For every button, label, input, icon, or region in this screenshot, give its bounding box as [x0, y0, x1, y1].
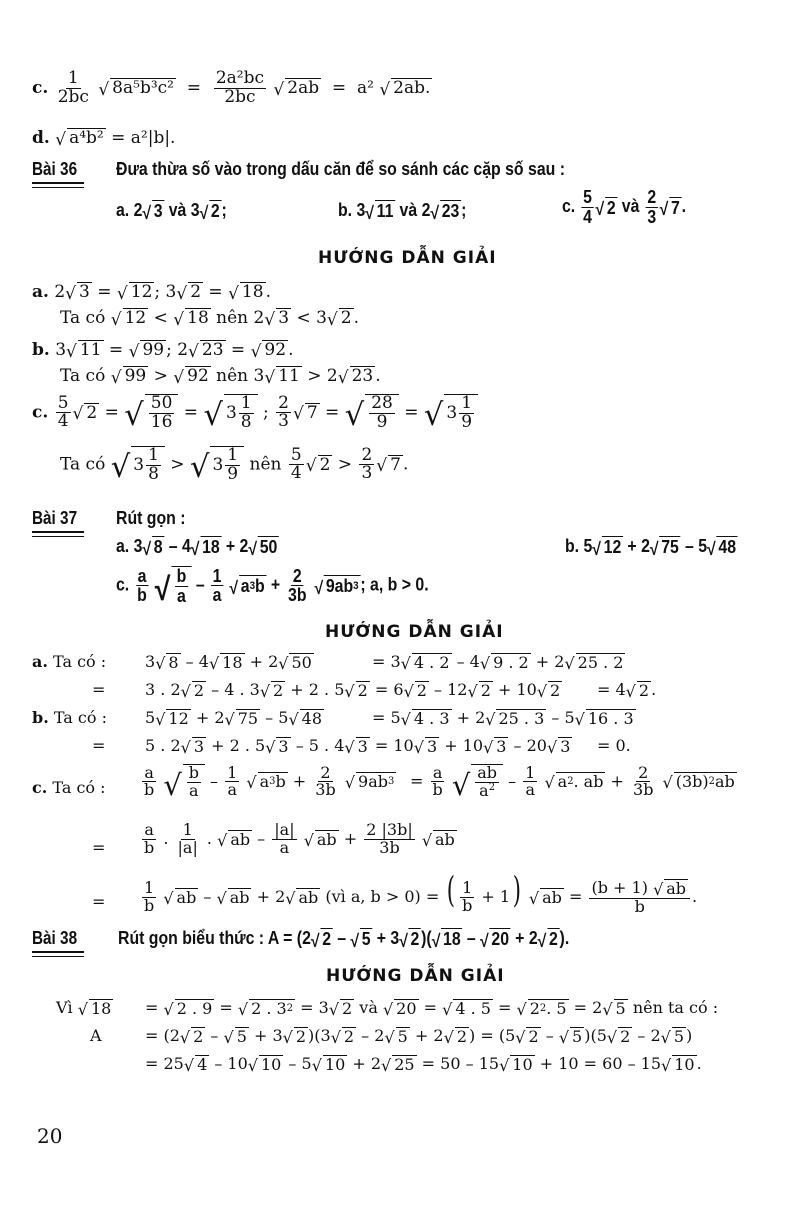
exercise-38-prompt: Rút gọn biểu thức : A = (2 √ 2 – √ 5 + 3 √ 2 )( √ 18 – √ 20 + 2 √ 2 ).: [118, 928, 570, 952]
part-label: b.: [338, 200, 353, 220]
top-item-c: c. $\frac{1}{2bc}$ √ 8a⁵b³c² = $\frac{\text{2a²bc}}{2bc}$ √ 2ab = a² √ 2ab.: [32, 68, 431, 107]
fraction: $\frac{\text{2a²bc}}{2bc}$: [215, 68, 265, 107]
badge-underline: [32, 531, 84, 537]
exercise-37-prompt: Rút gọn :: [116, 508, 186, 528]
solution-heading-38: HƯỚNG DẪN GIẢI: [326, 966, 505, 986]
exercise-37-part-a: a. 3 √ 8 – 4 √ 18 + 2 √ 50: [116, 536, 278, 560]
solution-37-line-c1-expr: $\frac{a}{b}$ √ $\frac{b}{a}$ – $\frac{1}{a}$ √ a 3 b + $\frac{2}{3b}$ √ 9ab 3: [144, 762, 395, 802]
solution-37-line-c1: c. Ta có :: [32, 778, 106, 797]
solution-37-line-a2: =: [92, 680, 106, 699]
solution-36-line-a2: Ta có √ 12 < √ 18 nên 2 √ 3 < 3 √ 2 .: [60, 308, 359, 330]
coef: a²: [356, 77, 374, 98]
sqrt: √ 2ab.: [379, 78, 431, 100]
badge-underline: [32, 951, 84, 957]
solution-37-line-b1-expr: 5 √ 12 + 2 √ 75 – 5 √ 48: [145, 708, 322, 730]
badge-underline: [32, 182, 84, 188]
solution-38-line-1: = √ 2 . 9 = √ 2 . 3 2 = 3 √ 2 và √ 20 = √ 4 . 5 = √ 2 2 . 5 = 2 √ 5 nên ta có :: [145, 998, 719, 1020]
solution-37-line-b2-expr: 5 . 2 √ 3 + 2 . 5 √ 3 – 5 . 4 √ 3 = 10 √ 3 + 10 √ 3 – 20 √ 3: [145, 736, 571, 758]
exercise-37-part-c: c. $\frac{a}{b}$ √ $\frac{b}{a}$ – $\frac{1}{a}$ √ a 3 b + $\frac{2}{3b}$ √ 9ab 3 ; a, b > 0.: [116, 565, 429, 608]
solution-36-line-b1: b. 3 √ 11 = √ 99 ; 2 √ 23 = √ 92 .: [32, 340, 294, 362]
solution-37-line-b2-result: = 0.: [597, 736, 631, 755]
solution-38-line-1-lhs: Vì √ 18: [56, 998, 112, 1020]
solution-36-line-c2: Ta có √ 3 $\frac{1}{8}$ > √ 3 $\frac{1}{9}$ nên $\frac{5}{4}$ √ 2 > $\frac{2}{3}$ √ 7 .: [60, 444, 409, 486]
solution-37-line-b2: =: [92, 736, 106, 755]
exercise-badge-36: Bài 36: [32, 159, 78, 179]
fraction: $\frac{1}{2bc}$: [57, 68, 89, 107]
solution-37-line-c3: =: [92, 892, 106, 911]
solution-37-line-a2-result: = 4 √ 2 .: [597, 680, 657, 702]
solution-37-line-c3-expr: $\frac{1}{b}$ √ ab – √ ab + 2 √ ab (vì a, b > 0) = ( $\frac{1}{b}$ + 1) √ ab = (b + 1) √ ab b .: [144, 870, 698, 917]
solution-heading-36: HƯỚNG DẪN GIẢI: [318, 248, 497, 268]
solution-37-line-a1: a. Ta có :: [32, 652, 107, 671]
solution-36-line-b2: Ta có √ 99 > √ 92 nên 3 √ 11 > 2 √ 23 .: [60, 366, 381, 388]
result: = a²|b|.: [111, 128, 176, 148]
exercise-37-part-b: b. 5 √ 12 + 2 √ 75 – 5 √ 48: [565, 536, 737, 560]
sqrt: √ a⁴b²: [55, 128, 104, 150]
solution-38-line-3: = 25 √ 4 – 10 √ 10 – 5 √ 10 + 2 √ 25 = 50 – 15 √ 10 + 10 = 60 – 15 √ 10 .: [145, 1054, 702, 1076]
solution-37-line-c2: =: [92, 838, 106, 857]
sqrt: √ 2ab: [273, 78, 320, 100]
sqrt: √ 8a⁵b³c²: [98, 78, 174, 100]
exercise-36-part-a: a. 2 √ 3 và 3 √ 2 ;: [116, 200, 227, 224]
solution-36-line-c1: c. $\frac{5}{4}$ √ 2 = √ $\frac{50}{16}$ = √ 3 $\frac{1}{8}$ ; $\frac{2}{3}$ √ 7 = √ $\frac{28}{9}$ = √ 3 $\frac{1}{9}$: [32, 394, 478, 432]
part-label: a.: [116, 200, 130, 220]
solution-37-line-a2-expr: 3 . 2 √ 2 – 4 . 3 √ 2 + 2 . 5 √ 2 = 6 √ 2 – 12 √ 2 + 10 √ 2: [145, 680, 561, 702]
solution-heading-37: HƯỚNG DẪN GIẢI: [325, 622, 504, 642]
exercise-36-part-b: b. 3 √ 11 và 2 √ 23 ;: [338, 200, 467, 224]
exercise-36-part-c: c. $\frac{5}{4}$ √ 2 và $\frac{2}{3}$ √ 7 .: [562, 187, 687, 227]
solution-36-line-a1: a. 2 √ 3 = √ 12 ; 3 √ 2 = √ 18 .: [32, 282, 271, 304]
part-label: c.: [562, 196, 576, 217]
exercise-badge-38: Bài 38: [32, 928, 78, 948]
solution-37-line-a1-rhs: = 3 √ 4 . 2 – 4 √ 9 . 2 + 2 √ 25 . 2: [372, 652, 624, 674]
top-item-d: [32, 128, 175, 149]
page-number: 20: [37, 1124, 63, 1148]
exercise-badge-37: Bài 37: [32, 508, 78, 528]
solution-37-line-b1-rhs: = 5 √ 4 . 3 + 2 √ 25 . 3 – 5 √ 16 . 3: [372, 708, 634, 730]
item-label: c.: [32, 77, 49, 98]
solution-37-line-c1-rhs: = $\frac{a}{b}$ √ $\frac{ab}{a^2}$ – $\frac{1}{a}$ √ a 2 . ab + $\frac{2}{3b}$ √ (3b) 2 ab: [410, 762, 735, 802]
exercise-36-prompt: Đưa thừa số vào trong dấu căn để so sánh các cặp số sau :: [116, 159, 565, 179]
solution-37-line-c2-expr: $\frac{a}{b}$ . $\frac{1}{|a|}$ . √ ab – $\frac{|a|}{a}$ √ ab + $\frac{2 |3b|}{3b}$ √ ab: [144, 820, 455, 857]
solution-37-line-b1: b. Ta có :: [32, 708, 107, 727]
solution-38-line-2: = (2 √ 2 – √ 5 + 3 √ 2 )(3 √ 2 – 2 √ 5 + 2 √ 2 ) = (5 √ 2 – √ 5 )(5 √ 2 – 2 √ 5 ): [145, 1026, 693, 1048]
item-label: d.: [32, 128, 50, 148]
solution-37-line-a1-expr: 3 √ 8 – 4 √ 18 + 2 √ 50: [145, 652, 312, 674]
solution-38-line-2-lhs: A: [90, 1026, 102, 1045]
